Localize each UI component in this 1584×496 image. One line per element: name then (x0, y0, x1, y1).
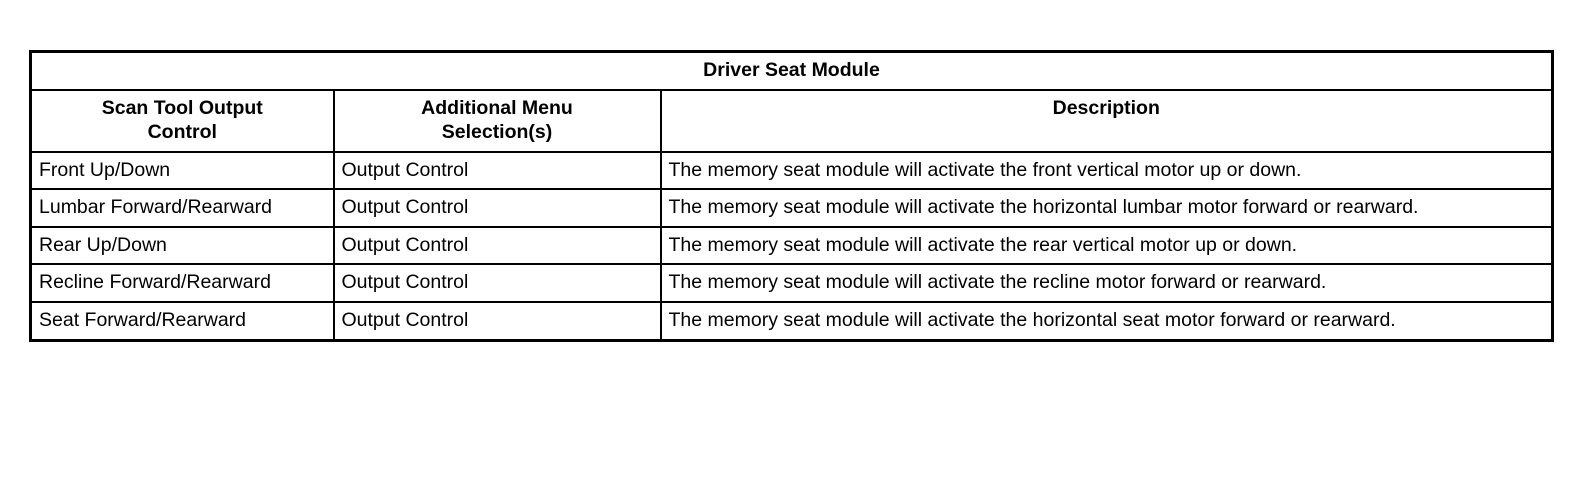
cell-menu: Output Control (334, 264, 661, 302)
cell-menu: Output Control (334, 302, 661, 340)
table-row (31, 264, 1553, 302)
column-header-description (661, 90, 1553, 152)
cell-description: The memory seat module will activate the horizontal seat motor forward or rearward. (661, 302, 1553, 340)
column-header-scan-tool-output-control (31, 90, 334, 152)
cell-control: Rear Up/Down (31, 227, 334, 265)
table-header-row (31, 90, 1553, 152)
table-row (31, 189, 1553, 227)
cell-control: Seat Forward/Rearward (31, 302, 334, 340)
column-header-line-1: Additional Menu (421, 96, 573, 119)
driver-seat-module-table (29, 50, 1554, 342)
column-header-line-2: Selection(s) (441, 121, 553, 144)
column-header-line-1: Scan Tool Output (101, 96, 263, 119)
table-row (31, 227, 1553, 265)
cell-menu: Output Control (334, 189, 661, 227)
cell-description: The memory seat module will activate the rear vertical motor up or down. (661, 227, 1553, 265)
cell-menu: Output Control (334, 227, 661, 265)
table-title-row (31, 52, 1553, 90)
cell-menu: Output Control (334, 152, 661, 190)
cell-control: Front Up/Down (31, 152, 334, 190)
driver-seat-module-table-wrapper (29, 50, 1554, 342)
table-row (31, 152, 1553, 190)
cell-description: The memory seat module will activate the front vertical motor up or down. (661, 152, 1553, 190)
table-title: Driver Seat Module (31, 52, 1553, 90)
column-header-line-1: Description (1052, 96, 1160, 119)
column-header-line-2: Control (147, 121, 217, 144)
column-header-additional-menu-selections (334, 90, 661, 152)
cell-description: The memory seat module will activate the recline motor forward or rearward. (661, 264, 1553, 302)
table-row (31, 302, 1553, 340)
cell-control: Recline Forward/Rearward (31, 264, 334, 302)
cell-description: The memory seat module will activate the horizontal lumbar motor forward or rearward. (661, 189, 1553, 227)
cell-control: Lumbar Forward/Rearward (31, 189, 334, 227)
